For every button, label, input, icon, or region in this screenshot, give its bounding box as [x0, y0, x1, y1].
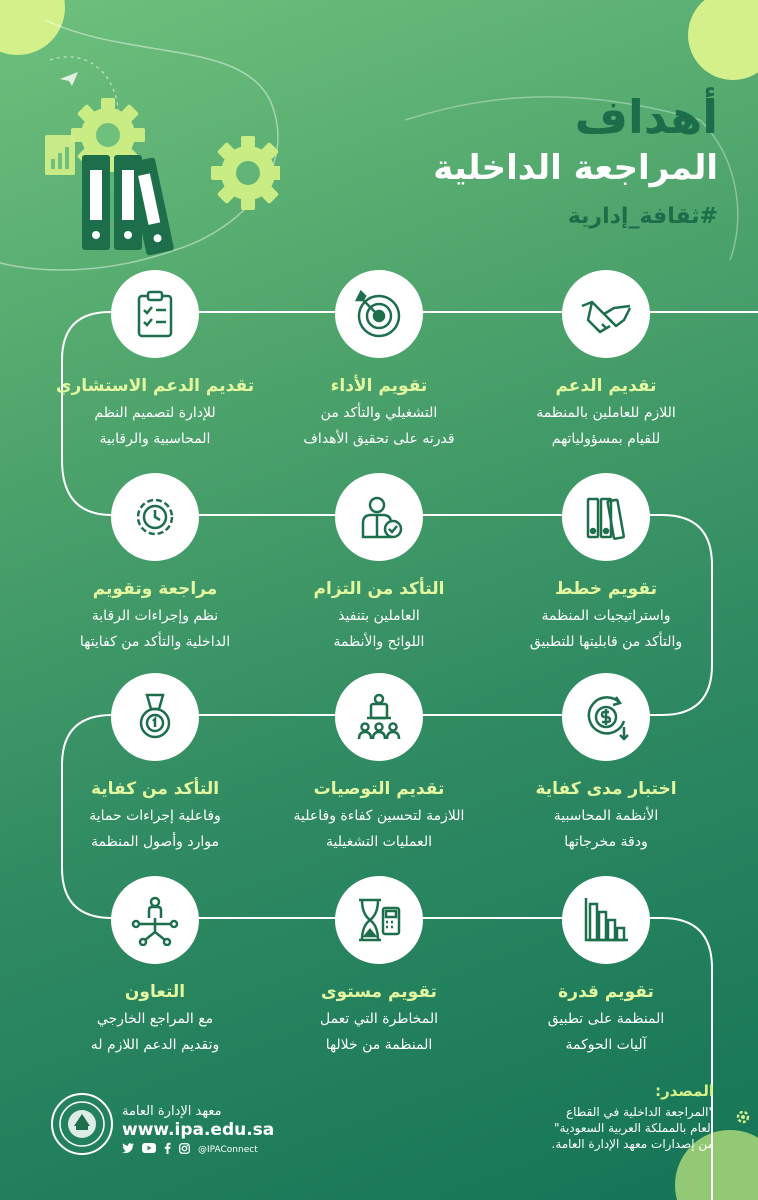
item-desc-line: الداخلية والتأكد من كفايتها	[79, 634, 231, 650]
item-desc-line: وتقديم الدعم اللازم له	[90, 1037, 220, 1053]
item-title: تقديم التوصيات	[313, 779, 445, 799]
item-desc-line: للقيام بمسؤولياتهم	[551, 431, 661, 447]
binders-icon	[580, 491, 632, 543]
item-desc-line: والتأكد من قابليتها للتطبيق	[529, 634, 683, 650]
ipa-logo	[50, 1092, 114, 1156]
social-handle[interactable]: @IPAConnect	[198, 1144, 258, 1155]
item-title: التعاون	[124, 982, 186, 1002]
hourglass-calculator-icon	[353, 894, 405, 946]
item-desc-line: موارد وأصول المنظمة	[90, 834, 220, 850]
item-desc-line: المحاسبية والرقابية	[99, 431, 211, 447]
icon-circle	[335, 673, 423, 761]
gear-icon	[196, 121, 280, 226]
item-desc-line: المنظمة من خلالها	[325, 1037, 433, 1053]
icon-circle	[111, 473, 199, 561]
item-desc-line: واستراتيجيات المنظمة	[541, 608, 671, 624]
item-title: اختبار مدى كفاية	[535, 779, 677, 799]
binders-icon	[82, 155, 174, 256]
instagram-icon[interactable]	[179, 1143, 190, 1157]
item-desc-line: ودقة مخرجاتها	[564, 834, 648, 850]
item-desc-line: التشغيلي والتأكد من	[320, 405, 438, 421]
chart-card-icon	[45, 135, 75, 175]
source-line: "المراجعة الداخلية في القطاع	[565, 1105, 714, 1119]
item-desc-line: اللوائح والأنظمة	[333, 634, 425, 650]
youtube-icon[interactable]	[142, 1143, 156, 1156]
twitter-icon[interactable]	[122, 1143, 134, 1156]
small-gear-icon	[734, 1108, 752, 1126]
page-title: أهداف	[574, 90, 718, 144]
website-link[interactable]: www.ipa.edu.sa	[122, 1120, 275, 1140]
source-text	[484, 1104, 714, 1152]
icon-circle	[335, 473, 423, 561]
icon-circle	[111, 673, 199, 761]
goal-item	[40, 876, 270, 1058]
employee-check-icon	[353, 491, 405, 543]
icon-circle	[562, 473, 650, 561]
item-desc-line: مع المراجع الخارجي	[96, 1011, 214, 1027]
goal-item	[264, 270, 494, 452]
clipboard-icon	[129, 288, 181, 340]
item-desc-line: آليات الحوكمة	[565, 1037, 647, 1053]
icon-circle	[562, 270, 650, 358]
item-desc-line: المخاطرة التي تعمل	[319, 1011, 439, 1027]
item-desc-line: للإدارة لتصميم النظم	[94, 405, 216, 421]
goal-item	[40, 473, 270, 655]
goal-item	[40, 270, 270, 452]
gear-clock-icon	[129, 491, 181, 543]
item-title: تقويم مستوى	[321, 982, 437, 1002]
goal-item	[491, 673, 721, 855]
item-desc-line: نظم وإجراءات الرقابة	[91, 608, 219, 624]
item-desc-line: الأنظمة المحاسبية	[553, 808, 659, 824]
goal-item	[264, 673, 494, 855]
goal-item	[264, 876, 494, 1058]
presentation-icon	[353, 691, 405, 743]
item-title: التأكد من كفاية	[90, 779, 220, 799]
item-title: تقويم قدرة	[558, 982, 654, 1002]
item-desc-line: العاملين بتنفيذ	[338, 608, 420, 624]
item-desc-line: اللازم للعاملين بالمنظمة	[536, 405, 676, 421]
paper-plane-icon	[60, 72, 78, 86]
icon-circle	[335, 270, 423, 358]
icon-circle	[335, 876, 423, 964]
bar-decline-icon	[580, 894, 632, 946]
goal-item	[491, 876, 721, 1058]
item-title: تقديم الدعم الاستشاري	[55, 376, 255, 396]
binders-gears-illustration	[20, 80, 280, 280]
goal-item	[264, 473, 494, 655]
item-title: تقويم خطط	[555, 579, 657, 599]
facebook-icon[interactable]	[164, 1142, 171, 1157]
item-desc-line: اللازمة لتحسين كفاءة وفاعلية	[293, 808, 465, 824]
network-person-icon	[129, 894, 181, 946]
item-title: التأكد من التزام	[313, 579, 445, 599]
source-label: المصدر:	[655, 1082, 714, 1100]
handshake-icon	[580, 288, 632, 340]
medal-icon	[129, 691, 181, 743]
goal-item	[491, 473, 721, 655]
source-line: من إصدارات معهد الإدارة العامة.	[551, 1137, 714, 1151]
item-desc-line: المنظمة على تطبيق	[547, 1011, 665, 1027]
item-title: مراجعة وتقويم	[92, 579, 218, 599]
source-line: العام بالمملكة العربية السعودية"	[554, 1121, 714, 1135]
hashtag: #ثقافة_إدارية	[567, 204, 718, 229]
goal-item	[40, 673, 270, 855]
item-title: تقويم الأداء	[330, 376, 428, 396]
item-desc-line: العمليات التشغيلية	[326, 834, 432, 850]
icon-circle	[111, 270, 199, 358]
social-links	[122, 1142, 258, 1157]
icon-circle	[562, 876, 650, 964]
goal-item	[491, 270, 721, 452]
item-desc-line: قدرته على تحقيق الأهداف	[303, 431, 455, 447]
icon-circle	[562, 673, 650, 761]
dollar-cycle-icon	[580, 691, 632, 743]
item-title: تقديم الدعم	[555, 376, 657, 396]
item-desc-line: وفاعلية إجراءات حماية	[89, 808, 221, 824]
page-subtitle: المراجعة الداخلية	[433, 148, 718, 188]
target-icon	[353, 288, 405, 340]
icon-circle	[111, 876, 199, 964]
org-name: معهد الإدارة العامة	[122, 1104, 222, 1119]
